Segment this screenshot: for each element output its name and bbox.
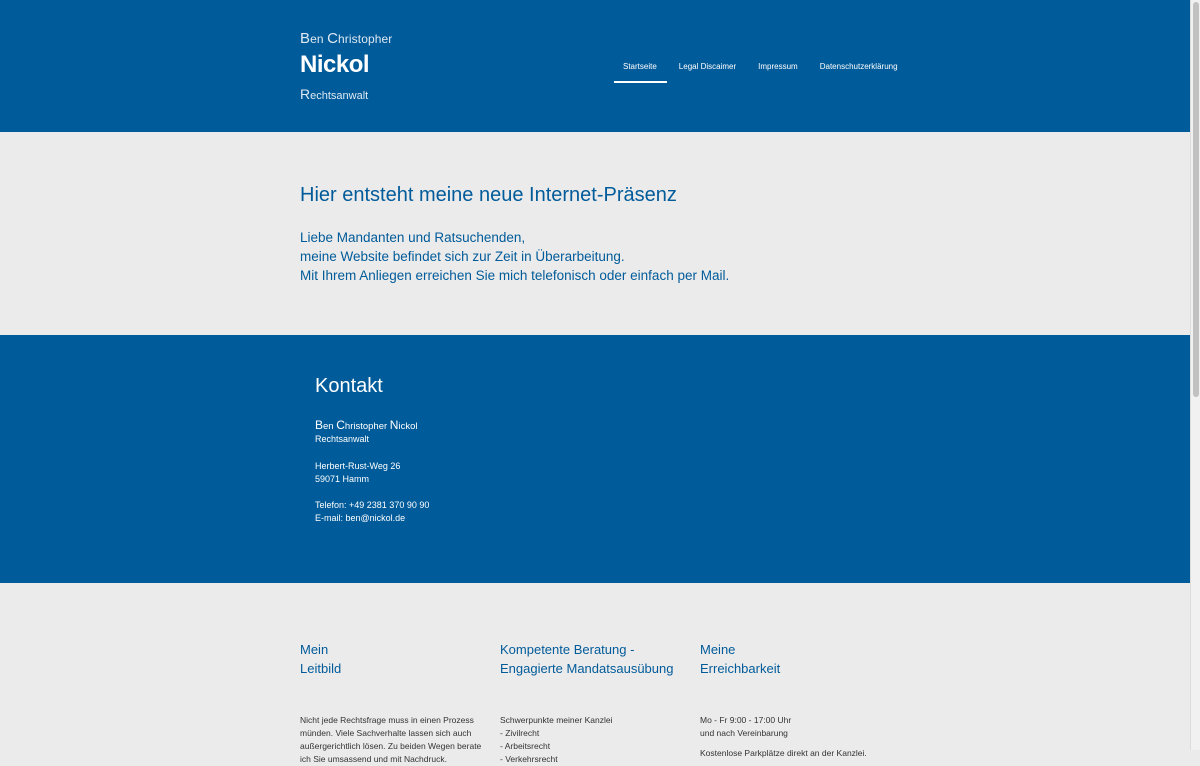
column-leitbild — [300, 640, 490, 766]
contact-phone[interactable]: Telefon: +49 2381 370 90 90 — [315, 500, 430, 511]
hero-section — [0, 132, 1190, 335]
column-title: Meine Erreichbarkeit — [700, 642, 781, 676]
contact-details — [315, 419, 429, 526]
column-text: Mo - Fr 9:00 - 17:00 Uhr und nach Vereinbarung Kostenlose Parkplätze direkt an der Kanzlei. — [700, 715, 867, 758]
nav-impressum[interactable]: Impressum — [758, 62, 798, 71]
column-beratung — [500, 640, 690, 766]
column-title: Mein Leitbild — [300, 642, 342, 676]
contact-role: Rechtsanwalt — [315, 434, 370, 445]
scrollbar-thumb[interactable] — [1193, 2, 1199, 397]
column-text: Nicht jede Rechtsfrage muss in einen Prozess münden. Viele Sachverhalte lassen sich auch außergerichtlich lösen. Zu beiden Wegen berate ich Sie umsassend und mit Nachdruck. — [300, 715, 482, 764]
page-scrollbar[interactable] — [1190, 0, 1200, 750]
column-text: Schwerpunkte meiner Kanzlei - Zivilrecht - Arbeitsrecht - Verkehrsrecht — [500, 715, 613, 764]
brand-surname[interactable]: Nickol — [300, 51, 370, 78]
nav-legal-disclaimer[interactable]: Legal Discaimer — [678, 62, 737, 71]
hero-line: Liebe Mandanten und Ratsuchenden, — [300, 230, 526, 245]
contact-section — [0, 335, 1190, 583]
site-header — [0, 0, 1190, 132]
contact-email[interactable]: E-mail: ben@nickol.de — [315, 513, 406, 524]
contact-city: 59071 Hamm — [315, 473, 370, 484]
column-title: Kompetente Beratung - Engagierte Mandatsausübung — [500, 642, 674, 676]
hero-line: Mit Ihrem Anliegen erreichen Sie mich telefonisch oder einfach per Mail. — [300, 268, 730, 283]
hero-text — [300, 228, 729, 285]
contact-street: Herbert-Rust-Weg 26 — [315, 460, 401, 471]
contact-title: Kontakt — [315, 375, 383, 397]
contact-name: Ben Christopher Nickol — [315, 418, 418, 432]
brand-profession[interactable]: Rechtsanwalt — [300, 86, 369, 102]
info-section — [0, 583, 1190, 764]
hero-title: Hier entsteht meine neue Internet-Präsenz — [300, 184, 677, 206]
hero-line: meine Website befindet sich zur Zeit in Überarbeitung. — [300, 249, 625, 264]
column-erreichbarkeit — [700, 640, 890, 760]
nav-startseite[interactable]: Startseite — [614, 57, 667, 83]
brand-first-names[interactable]: Ben Christopher — [300, 30, 393, 47]
nav-datenschutz[interactable]: Datenschutzerklärung — [819, 62, 898, 71]
main-navigation — [614, 57, 911, 83]
